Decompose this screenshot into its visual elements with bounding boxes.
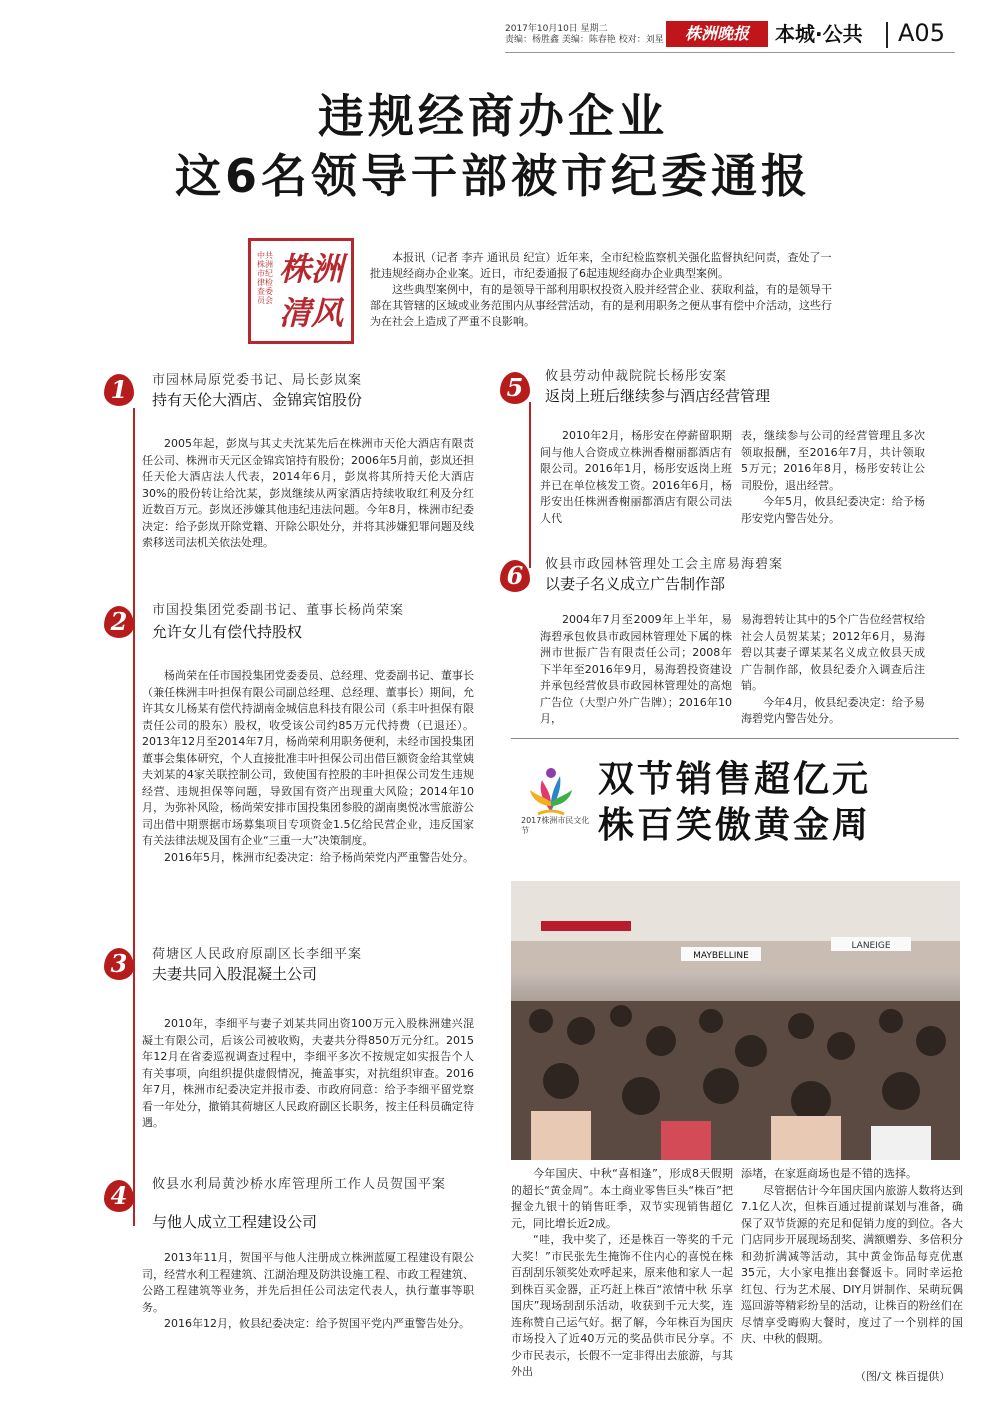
case-number-badge: 3 [104, 948, 134, 980]
case-subtitle: 允许女儿有偿代持股权 [152, 623, 303, 641]
seal-side-text: 中共株洲市纪律检查委员会 [257, 251, 273, 305]
headline-line1: 违规经商办企业 [318, 89, 668, 143]
case-number-badge: 2 [104, 606, 134, 638]
header-divider [886, 22, 888, 48]
feature-col2 [741, 1166, 963, 1348]
mall-photo [511, 881, 960, 1160]
case-paragraph: 易海碧转让其中的5个广告位经营权给社会人员贺某某；2012年6月，易海碧以其妻子谭某某名义成立攸县天成广告制作部，攸县纪委介入调查后注销。 [741, 613, 925, 692]
case-body-col2 [741, 612, 925, 728]
feature-paragraph: “哇，我中奖了，还是株百一等奖的千元大奖！”市民张先生掩饰不住内心的喜悦在株百刮刮乐领奖处欢呼起来，原来他和家人一起到株百买金器，正巧赶上株百“浓情中秋 乐享国庆”现场刮刮乐活动，收获到千元大奖，连连称赞自己运气好。据了解，今年株百为国庆市场投入了近40万元的奖品供市民分享。不少市民表示，长假不一定非得出去旅游，与其外出 [511, 1233, 733, 1378]
headline-line2: 这6名领导干部被市纪委通报 [174, 149, 811, 203]
mall-crowd-image [511, 881, 960, 1160]
page-number: A05 [898, 19, 945, 47]
case-paragraph: 2004年7月至2009年上半年，易海碧承包攸县市政园林管理处下属的株洲市世振广告有限责任公司；2008年下半年至2016年9月，易海碧投资建设并承包经营攸县市政园林管理处的高炮广告位（大型户外广告牌）；2016年10月， [540, 613, 732, 725]
intro-paragraph: 本报讯（记者 李卉 通讯员 纪宣）近年来，全市纪检监察机关强化监督执纪问责，查处了一批违规经商办企业案。近日，市纪委通报了6起违规经商办企业典型案例。 [370, 251, 832, 280]
header-staff: 责编：杨胜鑫 美编：陈春艳 校对：刘星 [505, 35, 664, 45]
case-subtitle: 以妻子名义成立广告制作部 [545, 575, 726, 593]
photo-credit: （图/文 株百提供） [855, 1370, 951, 1383]
case-paragraph: 2013年11月，贺国平与他人注册成立株洲蓝厦工程建设有限公司，经营水利工程建筑、江湖治理及防洪设施工程、市政工程建筑、公路工程建筑等业务，并先后担任公司法定代表人，执行董事等职务。 [142, 1251, 474, 1314]
case-number-badge: 6 [500, 560, 530, 592]
case-paragraph: 今年5月，攸县纪委决定：给予杨彤安党内警告处分。 [741, 495, 925, 525]
photo-sign-maybelline: MAYBELLINE [693, 951, 749, 961]
seal-main-text: 株洲清风 [279, 250, 344, 332]
case-paragraph: 2010年2月，杨彤安在停薪留职期间与他人合资成立株洲香榭丽都酒店有限公司。2016年1月，杨彤安返岗上班并已在单位核发工资。2016年6月，杨彤安出任株洲香榭丽都酒店有限公司法人代 [540, 429, 732, 525]
case-number-badge: 1 [104, 374, 134, 406]
case-paragraph: 今年4月，攸县纪委决定：给予易海碧党内警告处分。 [741, 695, 925, 725]
seal-logo [248, 238, 354, 344]
case-paragraph: 杨尚荣在任市国投集团党委委员、总经理、党委副书记、董事长（兼任株洲丰叶担保有限公司副总经理、总经理、董事长）期间，允许其女儿杨某有偿代持湖南金城信息科技有限公司（系丰叶担保有限责任公司的股东）股权，收受该公司约85万元代持费（已退还）。2013年12月至2014年7月，杨尚荣利用职务便利，未经市国投集团董事会集体研究，个人直接批准丰叶担保公司出借巨额资金给其堂姨夫刘某的4家关联控制公司，致使国有控股的丰叶担保公司发生违规经营、违规担保等问题，导致国有资产出现重大风险；2014年10月，为弥补风险，杨尚荣安排市国投集团参股的湖南奥悦冰雪旅游公司出借中期票据市场募集项目专项资金1.5亿给民营企业，违反国家有关法律法规及国有企业“三重一大”决策制度。 [142, 669, 474, 847]
timeline-line-left [133, 408, 135, 1226]
case-number-badge: 4 [104, 1180, 134, 1212]
header-rule [505, 52, 955, 53]
section-name: 本城·公共 [775, 22, 863, 46]
intro-paragraph: 这些典型案例中，有的是领导干部利用职权投资入股并经营企业、获取利益，有的是领导干部在其管辖的区域或业务范围内从事经营活动，有的是利用职务之便从事有偿中介活动，这些行为在社会上造成了严重不良影响。 [370, 283, 832, 328]
case-body [142, 668, 474, 866]
case-title: 攸县劳动仲裁院院长杨彤安案 [545, 369, 728, 384]
case-body-col1 [540, 428, 732, 527]
case-paragraph: 2005年起，彭岚与其丈夫沈某先后在株洲市天伦大酒店有限责任公司、株洲市天元区金锦宾馆持有股份；2006年5月前，彭岚还担任天伦大酒店法人代表，2014年6月，彭岚将其所持天伦大酒店30%的股份转让给沈某，彭岚继续从两家酒店持续收取红利及分红近数百万元。彭岚还涉嫌其他违纪违法问题。今年8月，株洲市纪委决定：给予彭岚开除党籍、开除公职处分，并将其涉嫌犯罪问题及线索移送司法机关依法处理。 [142, 437, 474, 549]
header-meta [505, 24, 665, 46]
case-subtitle: 持有天伦大酒店、金锦宾馆股份 [152, 391, 363, 409]
section-separator [511, 738, 959, 739]
intro-text [370, 250, 840, 330]
paper-logo: 株洲晚报 [666, 21, 768, 47]
timeline-line-right [529, 402, 531, 568]
case-subtitle: 与他人成立工程建设公司 [152, 1213, 318, 1231]
case-title: 市国投集团党委副书记、董事长杨尚荣案 [152, 603, 405, 618]
case-body-col2 [741, 428, 925, 527]
case-title: 攸县市政园林管理处工会主席易海碧案 [545, 557, 784, 572]
case-paragraph: 2016年5月，株洲市纪委决定：给予杨尚荣党内严重警告处分。 [164, 850, 474, 864]
case-paragraph: 表，继续参与公司的经营管理且多次领取报酬，至2016年7月，共计领取5万元；2016年8月，杨彤安转让公司股份，退出经营。 [741, 429, 925, 492]
case-paragraph: 2010年，李细平与妻子刘某共同出资100万元入股株洲建兴混凝土有限公司，后该公司被收购，夫妻共分得850万元分红。2015年12月在省委巡视调查过程中，李细平多次不按规定如实报告个人有关事项，向组织提供虚假情况，掩盖事实，对抗组织审查。2016年7月，株洲市纪委决定并报市委、市政府同意：给予李细平留党察看一年处分，撤销其荷塘区人民政府副区长职务，按主任科员确定待遇。 [142, 1017, 474, 1129]
case-body [142, 1016, 474, 1132]
case-paragraph: 2016年12月，攸县纪委决定：给予贺国平党内严重警告处分。 [164, 1317, 470, 1330]
header-date: 2017年10月10日 星期二 [505, 24, 608, 34]
case-subtitle: 夫妻共同入股混凝土公司 [152, 965, 318, 983]
photo-sign-laneige: LANEIGE [851, 941, 891, 951]
emblem-text: 2017株洲市民文化节 [521, 816, 590, 835]
case-title: 荷塘区人民政府原副区长李细平案 [152, 947, 363, 962]
festival-emblem-icon [520, 762, 582, 822]
feature-paragraph: 添堵，在家逛商场也是不错的选择。 [741, 1167, 917, 1180]
feature-headline-line1: 双节销售超亿元 [598, 759, 872, 800]
case-number-badge: 5 [500, 372, 530, 404]
case-body [142, 436, 474, 552]
case-subtitle: 返岗上班后继续参与酒店经营管理 [545, 387, 771, 405]
feature-headline-line2: 株百笑傲黄金周 [598, 805, 872, 846]
case-body-col1 [540, 612, 732, 728]
case-title: 市园林局原党委书记、局长彭岚案 [152, 373, 363, 388]
case-body [142, 1250, 474, 1333]
feature-col1 [511, 1166, 733, 1381]
case-title: 攸县水利局黄沙桥水库管理所工作人员贺国平案 [152, 1177, 447, 1192]
feature-paragraph: 尽管据估计今年国庆国内旅游人数将达到7.1亿人次，但株百通过提前谋划与准备，确保了双节货源的充足和促销力度的到位。各大门店同步开展现场刮奖、满额赠券、多倍积分和劲折满减等活动，其中黄金饰品每克优惠35元，大小家电推出套餐返卡。同时幸运抢红包、行为艺术展、DIY月饼制作、呆萌玩偶巡回游等精彩纷呈的活动，让株百的粉丝们在尽情享受晦购大餐时，度过了一个别样的国庆、中秋的假期。 [741, 1183, 963, 1345]
feature-paragraph: 今年国庆、中秋“喜相逢”，形成8天假期的超长“黄金周”。本土商业零售巨头“株百”把握金九银十的销售旺季，双节实现销售超亿元，同比增长近2成。 [511, 1167, 733, 1230]
